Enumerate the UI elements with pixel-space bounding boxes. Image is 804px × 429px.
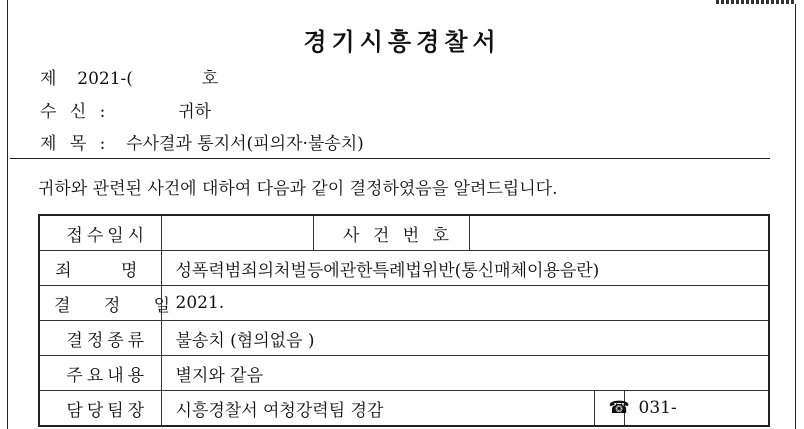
scan-corner-mark: [716, 0, 796, 4]
recipient-value: 귀하: [178, 102, 212, 122]
recipient-line: [40, 97, 211, 122]
officer-label: 담당팀장: [39, 391, 161, 427]
subject-label: 제 목 :: [40, 134, 110, 154]
number-label: 제: [40, 69, 57, 89]
phone-icon-cell: [594, 391, 630, 427]
table-row-main-content: [39, 356, 769, 391]
main-content-value: 별지와 같음: [161, 356, 769, 391]
table-row-decision-type: [39, 321, 769, 356]
charge-label: 죄 명: [39, 251, 161, 286]
table-row-decision-date: [39, 286, 769, 321]
case-number-value: [469, 215, 769, 251]
decision-type-value: 불송치 (혐의없음 ): [161, 321, 769, 356]
charge-value: 성폭력범죄의처벌등에관한특례법위반(통신매체이용음란): [161, 251, 769, 286]
page-frame-left: [7, 0, 8, 429]
table-row-charge: [39, 251, 769, 286]
subject-value: 수사결과 통지서(피의자·불송치): [126, 134, 364, 154]
receipt-date-label: 접수일시: [39, 215, 161, 251]
notice-text: 귀하와 관련된 사건에 대하여 다음과 같이 결정하였음을 알려드립니다.: [38, 179, 558, 199]
decision-date-label: 결 정 일: [39, 286, 161, 321]
page-frame-right: [795, 0, 796, 429]
result-table: [38, 214, 770, 427]
receipt-date-value: [161, 215, 313, 251]
decision-type-label: 결정종류: [39, 321, 161, 356]
header-divider: [10, 158, 770, 159]
document-number-line: [40, 64, 218, 89]
decision-date-value: 2021.: [161, 286, 769, 321]
subject-line: [40, 129, 364, 154]
table-row-officer: [39, 391, 769, 427]
phone-value: 031-: [624, 391, 769, 427]
officer-value: 시흥경찰서 여청강력팀 경감: [161, 391, 594, 427]
table-row-receipt: [39, 215, 769, 251]
main-content-label: 주요내용: [39, 356, 161, 391]
phone-icon: ☎: [608, 398, 630, 418]
recipient-label: 수 신 :: [40, 102, 110, 122]
document-title: 경기시흥경찰서: [303, 28, 501, 56]
case-number-label: 사 건 번 호: [313, 215, 469, 251]
number-value: 2021-(: [77, 69, 133, 89]
number-suffix: 호: [201, 69, 219, 89]
